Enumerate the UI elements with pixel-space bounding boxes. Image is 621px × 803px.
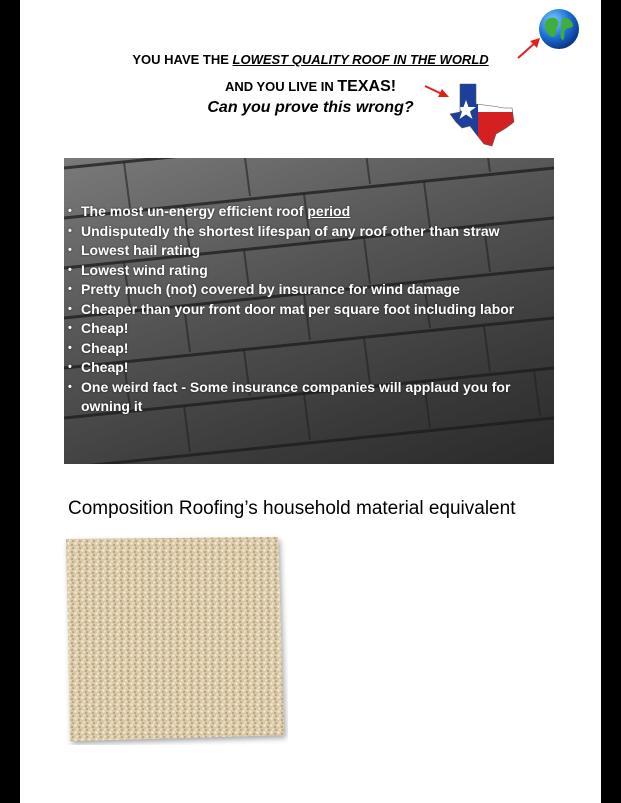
headline-state: TEXAS!: [337, 78, 397, 95]
carpet-caption: Composition Roofing’s household material equivalent: [68, 498, 516, 519]
fact-item: • Lowest wind rating: [68, 261, 548, 281]
fact-item: • Cheap!: [68, 358, 548, 378]
headline-line-1: [20, 52, 601, 67]
fact-item: • Cheap!: [68, 319, 548, 339]
headline-prefix-2: AND YOU LIVE IN: [224, 79, 338, 94]
fact-item: • Cheap!: [68, 339, 548, 359]
headline-question: Can you prove this wrong?: [207, 99, 414, 116]
carpet-swatch-image: [60, 535, 288, 745]
fact-item: • The most un-energy efficient roof period: [68, 202, 548, 222]
headline-line-2: [20, 78, 601, 96]
fact-item: • Lowest hail rating: [68, 241, 548, 261]
roof-shingle-panel: [64, 158, 554, 464]
headline-prefix: YOU HAVE THE: [132, 52, 233, 67]
roof-facts-list: [68, 202, 548, 417]
fact-item: • Undisputedly the shortest lifespan of any roof other than straw: [68, 222, 548, 242]
globe-icon: [538, 8, 580, 50]
page: [20, 0, 601, 803]
headline-emphasis: LOWEST QUALITY ROOF IN THE WORLD: [232, 52, 489, 67]
fact-item: • Pretty much (not) covered by insurance for wind damage: [68, 280, 548, 300]
fact-item: • One weird fact - Some insurance companies will applaud you for owning it: [68, 378, 548, 417]
fact-item: • Cheaper than your front door mat per square foot including labor: [68, 300, 548, 320]
